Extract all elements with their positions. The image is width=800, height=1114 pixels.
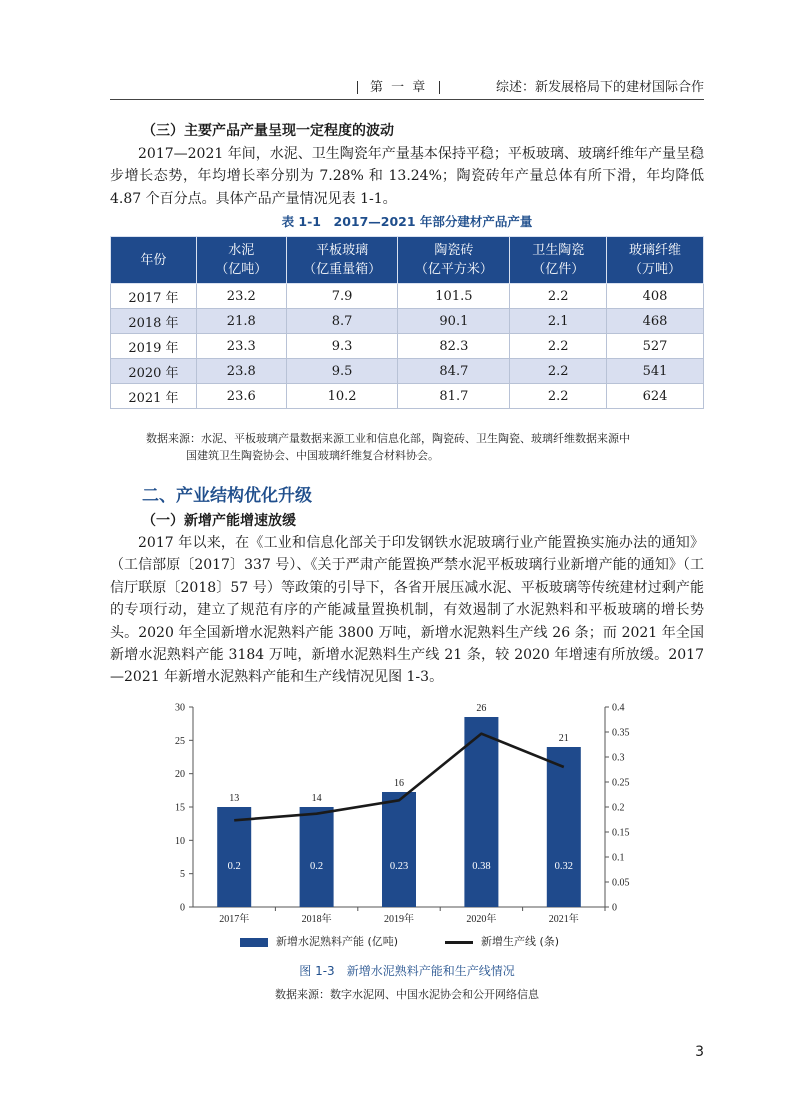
- table-cell: 2018 年: [111, 309, 197, 334]
- table-cell: 84.7: [398, 359, 510, 384]
- x-tick-label: 2019年: [384, 914, 414, 925]
- subsection-heading: （一）新增产能增速放缓: [142, 513, 296, 529]
- header-cell: 平板玻璃 （亿重量箱）: [286, 237, 398, 284]
- legend-item-line: [445, 933, 559, 949]
- running-header: [110, 76, 704, 98]
- right-tick-label: 0.3: [612, 752, 625, 764]
- bar-value-label: 0.32: [554, 861, 573, 872]
- table-row: [111, 384, 704, 409]
- bar-value-label: 0.38: [472, 861, 491, 872]
- table-cell: 23.6: [196, 384, 286, 409]
- left-tick-label: 5: [180, 869, 185, 881]
- header-cell: 玻璃纤维 （万吨）: [607, 237, 704, 284]
- table-cell: 2019 年: [111, 334, 197, 359]
- left-tick-label: 20: [175, 769, 185, 781]
- bar-value-label: 0.2: [310, 861, 324, 872]
- section-heading: 二、产业结构优化升级: [142, 486, 312, 506]
- figure-caption: 图 1-3 新增水泥熟料产能和生产线情况: [299, 964, 515, 978]
- table-cell: 408: [607, 284, 704, 309]
- right-tick-label: 0.35: [612, 727, 630, 739]
- x-tick-label: 2017年: [219, 914, 250, 925]
- legend-label: 新增生产线 (条): [481, 935, 560, 948]
- table-cell: 2.2: [510, 334, 607, 359]
- table-row: [111, 309, 704, 334]
- table-cell: 10.2: [286, 384, 398, 409]
- table-cell: 23.2: [196, 284, 286, 309]
- table-cell: 90.1: [398, 309, 510, 334]
- table-cell: 82.3: [398, 334, 510, 359]
- paragraph: 2017 年以来，在《工业和信息化部关于印发钢铁水泥玻璃行业产能置换实施办法的通知》（工信部原〔2017〕337 号）、《关于严肃产能置换严禁水泥平板玻璃行业新增产能的通知》（工信厅联原〔2018〕57 号）等政策的引导下，各省开展压减水泥、平板玻璃等传统建材过剩产能的专项行动，建立了规范有序的产能减量置换机制，有效遏制了水泥熟料和平板玻璃的增长势头。2020 年全国新增水泥熟料产能 3800 万吨，新增水泥熟料生产线 26 条；而 2021 年全国新增水泥熟料产能 3184 万吨，新增水泥熟料生产线 21 条，较 2020 年增速有所放缓。2017—2021 年新增水泥熟料产能和生产线情况见图 1-3。: [110, 535, 704, 686]
- header-cell: 卫生陶瓷 （亿件）: [510, 237, 607, 284]
- table-row: [111, 334, 704, 359]
- table-cell: 23.8: [196, 359, 286, 384]
- right-tick-label: 0.15: [612, 827, 630, 839]
- bar-value-label: 0.2: [227, 861, 241, 872]
- x-tick-label: 2018年: [301, 914, 332, 925]
- table-cell: 2.2: [510, 284, 607, 309]
- legend-label: 新增水泥熟料产能 (亿吨): [276, 935, 399, 948]
- bar: [300, 807, 334, 907]
- line-value-label: 26: [476, 703, 487, 714]
- table-cell: 7.9: [286, 284, 398, 309]
- line-value-label: 13: [229, 793, 240, 804]
- section-heading: （三）主要产品产量呈现一定程度的波动: [142, 123, 394, 139]
- left-tick-label: 10: [175, 835, 185, 847]
- table-cell: 2021 年: [111, 384, 197, 409]
- bar-value-label: 0.23: [389, 861, 409, 872]
- header-cell: 年份: [111, 237, 197, 284]
- table-cell: 2.2: [510, 359, 607, 384]
- header-rule: [110, 99, 704, 100]
- table-cell: 81.7: [398, 384, 510, 409]
- bar: [547, 747, 581, 907]
- table-cell: 23.3: [196, 334, 286, 359]
- legend-item-bar: [240, 933, 398, 949]
- bar: [217, 807, 251, 907]
- line-value-label: 21: [558, 733, 569, 744]
- legend-swatch-line: [445, 941, 473, 944]
- table-cell: 21.8: [196, 309, 286, 334]
- bar: [382, 792, 416, 907]
- line-value-label: 14: [311, 793, 322, 804]
- table-cell: 527: [607, 334, 704, 359]
- capacity-chart: [160, 698, 640, 928]
- table-source-note: [146, 430, 706, 464]
- header-cell: 水泥 （亿吨）: [196, 237, 286, 284]
- data-table: [110, 236, 704, 409]
- x-tick-label: 2021年: [548, 914, 579, 925]
- table-cell: 468: [607, 309, 704, 334]
- line-value-label: 16: [394, 778, 404, 789]
- left-tick-label: 30: [175, 702, 185, 714]
- table-row: [111, 284, 704, 309]
- table-cell: 101.5: [398, 284, 510, 309]
- source-line: 国建筑卫生陶瓷协会、中国玻璃纤维复合材料协会。: [186, 449, 439, 462]
- table-cell: 541: [607, 359, 704, 384]
- header-cell: 陶瓷砖 （亿平方米）: [398, 237, 510, 284]
- x-tick-label: 2020年: [466, 914, 497, 925]
- table-row: [111, 359, 704, 384]
- right-tick-label: 0.2: [612, 802, 625, 814]
- chapter-label: 第 一 章: [345, 76, 452, 95]
- page-number: 3: [695, 1044, 704, 1060]
- bar: [464, 717, 498, 907]
- paragraph: 2017—2021 年间，水泥、卫生陶瓷年产量基本保持平稳；平板玻璃、玻璃纤维年产量呈稳步增长态势，年均增长率分别为 7.28% 和 13.24%；陶瓷砖年产量总体有所下滑，年均降低 4.87 个百分点。具体产品产量情况见表 1-1。: [110, 146, 704, 207]
- table-cell: 9.3: [286, 334, 398, 359]
- header-title: 综述：新发展格局下的建材国际合作: [495, 80, 704, 95]
- left-tick-label: 0: [180, 902, 185, 914]
- legend-swatch-bar: [240, 938, 268, 947]
- table-cell: 8.7: [286, 309, 398, 334]
- table-cell: 9.5: [286, 359, 398, 384]
- right-tick-label: 0: [612, 902, 617, 914]
- table-cell: 2.2: [510, 384, 607, 409]
- right-tick-label: 0.05: [612, 877, 630, 889]
- figure-source-note: 数据来源：数字水泥网、中国水泥协会和公开网络信息: [275, 988, 539, 1001]
- right-tick-label: 0.1: [612, 852, 625, 864]
- table-header-row: [111, 237, 704, 284]
- source-line: 数据来源：水泥、平板玻璃产量数据来源工业和信息化部，陶瓷砖、卫生陶瓷、玻璃纤维数据来源中: [146, 432, 630, 445]
- left-tick-label: 25: [175, 735, 185, 747]
- table-cell: 2020 年: [111, 359, 197, 384]
- table-cell: 2017 年: [111, 284, 197, 309]
- table-cell: 2.1: [510, 309, 607, 334]
- table-cell: 624: [607, 384, 704, 409]
- right-tick-label: 0.25: [612, 777, 630, 789]
- right-tick-label: 0.4: [612, 702, 625, 714]
- left-tick-label: 15: [175, 802, 185, 814]
- table-caption: 表 1-1 2017—2021 年部分建材产品产量: [281, 214, 533, 229]
